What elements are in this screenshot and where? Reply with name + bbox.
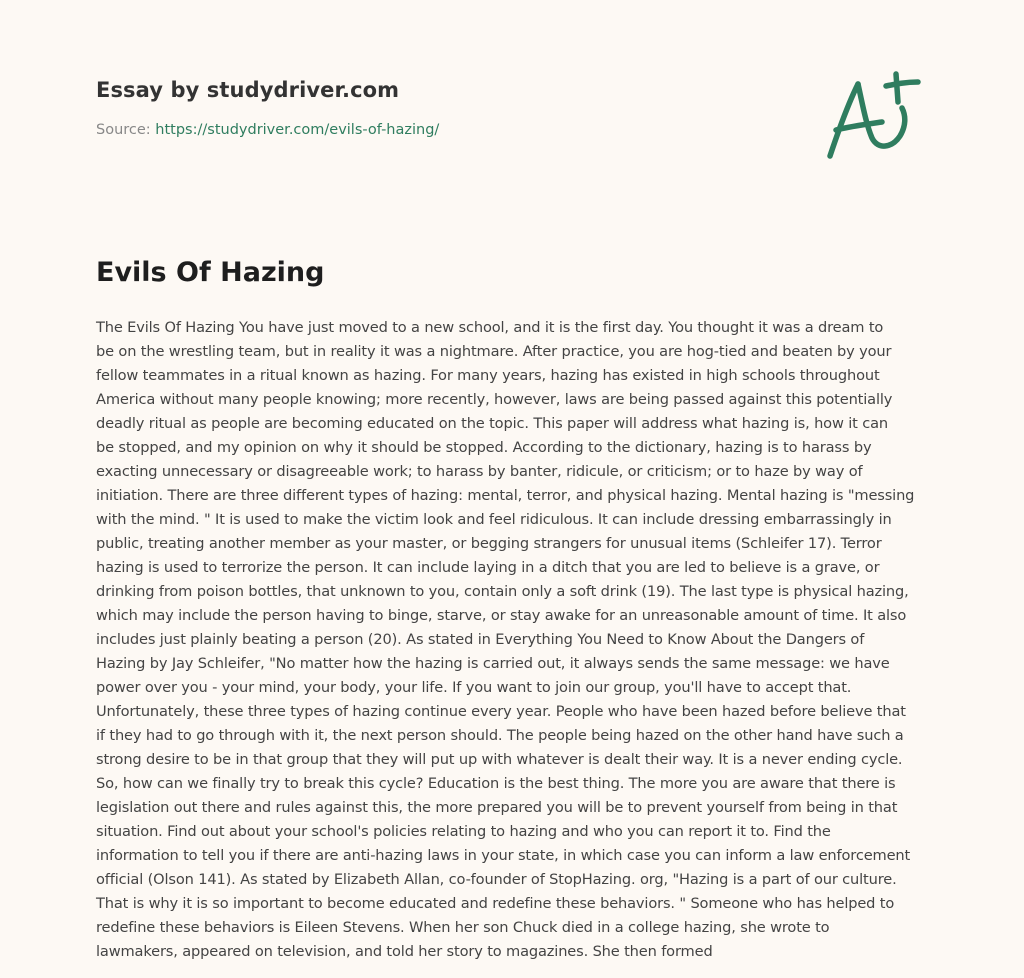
body-line: initiation. There are three different types of hazing: mental, terror, and physical hazing. Mental hazing is "messing (96, 487, 915, 504)
body-line: America without many people knowing; more recently, however, laws are being passed against this potentially (96, 391, 893, 408)
body-line: Unfortunately, these three types of hazing continue every year. People who have been hazed before believe that (96, 703, 906, 720)
body-line: legislation out there and rules against this, the more prepared you will be to prevent yourself from being in that (96, 799, 898, 816)
body-line: fellow teammates in a ritual known as hazing. For many years, hazing has existed in high schools throughout (96, 367, 880, 384)
body-line: exacting unnecessary or disagreeable work; to harass by banter, ridicule, or criticism; or to haze by way of (96, 463, 863, 480)
page-header (96, 76, 796, 140)
source-link[interactable]: https://studydriver.com/evils-of-hazing/ (155, 122, 440, 138)
body-line: So, how can we finally try to break this cycle? Education is the best thing. The more you are aware that there is (96, 775, 896, 792)
source-line (96, 120, 796, 140)
source-label: Source: (96, 122, 151, 138)
site-title: Essay by studydriver.com (96, 78, 400, 102)
body-line: with the mind. " It is used to make the victim look and feel ridiculous. It can include dressing embarrassingly in (96, 511, 892, 528)
body-line: includes just plainly beating a person (20). As stated in Everything You Need to Know About the Dangers of (96, 631, 865, 648)
body-line: redefine these behaviors is Eileen Stevens. When her son Chuck died in a college hazing, she wrote to (96, 919, 830, 936)
article-title: Evils Of Hazing (96, 257, 325, 288)
body-line: hazing is used to terrorize the person. It can include laying in a ditch that you are led to believe is a grave, or (96, 559, 880, 576)
body-line: Hazing by Jay Schleifer, "No matter how the hazing is carried out, it always sends the same message: we have (96, 655, 890, 672)
body-line: strong desire to be in that group that they will put up with whatever is dealt their way. It is a never ending cycle. (96, 751, 903, 768)
body-line: deadly ritual as people are becoming educated on the topic. This paper will address what hazing is, how it can (96, 415, 888, 432)
body-line: drinking from poison bottles, that unknown to you, contain only a soft drink (19). The last type is physical hazing, (96, 583, 909, 600)
body-line: official (Olson 141). As stated by Elizabeth Allan, co-founder of StopHazing. org, "Hazing is a part of our culture. (96, 871, 897, 888)
body-line: information to tell you if there are anti-hazing laws in your state, in which case you can inform a law enforcement (96, 847, 911, 864)
article-body (96, 316, 946, 964)
body-line: be stopped, and my opinion on why it should be stopped. According to the dictionary, hazing is to harass by (96, 439, 872, 456)
body-line: power over you - your mind, your body, your life. If you want to join our group, you'll have to accept that. (96, 679, 852, 696)
body-line: if they had to go through with it, the next person should. The people being hazed on the other hand have such a (96, 727, 904, 744)
body-line: which may include the person having to binge, starve, or stay awake for an unreasonable amount of time. It also (96, 607, 907, 624)
body-line: public, treating another member as your master, or begging strangers for unusual items (Schleifer 17). Terror (96, 535, 882, 552)
body-line: lawmakers, appeared on television, and told her story to magazines. She then formed (96, 943, 713, 960)
body-line: The Evils Of Hazing You have just moved to a new school, and it is the first day. You thought it was a dream to (96, 319, 884, 336)
body-line: be on the wrestling team, but in reality it was a nightmare. After practice, you are hog-tied and beaten by your (96, 343, 892, 360)
body-line: situation. Find out about your school's policies relating to hazing and who you can report it to. Find the (96, 823, 831, 840)
a-plus-grade-icon (822, 68, 926, 164)
body-line: That is why it is so important to become educated and redefine these behaviors. " Someone who has helped to (96, 895, 895, 912)
